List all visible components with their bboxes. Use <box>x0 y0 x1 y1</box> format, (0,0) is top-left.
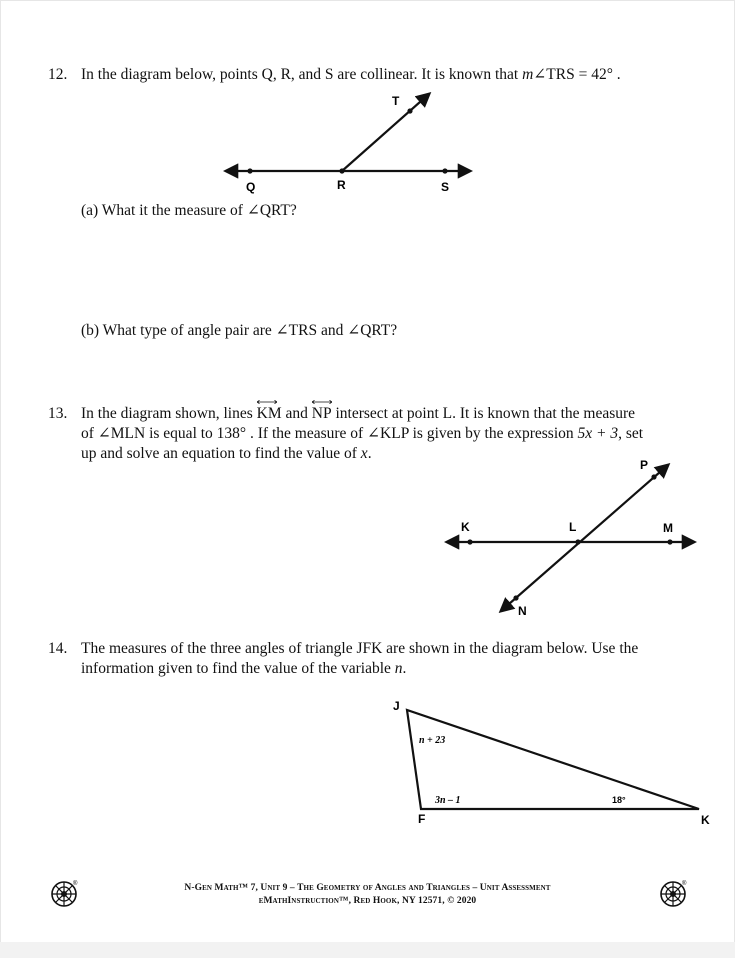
question-number: 13. <box>48 405 68 422</box>
page-footer <box>0 882 735 908</box>
stem-angle: ∠TRS = 42° <box>533 66 613 83</box>
point-t <box>407 108 412 113</box>
label-l: L <box>569 520 577 534</box>
footer-line-1: N-Gen Math™ 7, Unit 9 – The Geometry of Angles and Triangles – Unit Assessment <box>184 883 551 893</box>
overline-arrow-icon <box>312 400 332 404</box>
label-t: T <box>392 94 400 108</box>
stem-text: . <box>402 660 407 677</box>
line-np-drawn <box>501 465 668 611</box>
question-stem <box>81 65 708 85</box>
angle-k-value: 18° <box>612 795 626 805</box>
label-k: K <box>701 813 710 827</box>
question-stem <box>81 639 708 679</box>
q12-part-b: (b) What type of angle pair are ∠TRS and ∠QRT? <box>81 322 398 339</box>
footer-line-2: eMathInstruction™, Red Hook, NY 12571, © 2020 <box>258 896 477 906</box>
line-km: KM <box>257 404 282 424</box>
question-number: 12. <box>48 66 68 83</box>
label-p: P <box>640 458 649 472</box>
stem-end: . <box>612 66 621 83</box>
question-number: 14. <box>48 640 68 657</box>
label-r: R <box>337 178 346 192</box>
angle-j-expression: n + 23 <box>419 735 446 746</box>
q14-diagram <box>385 692 725 832</box>
stem-variable: n <box>394 660 403 677</box>
angle-f-expression: 3n – 1 <box>435 795 461 806</box>
stem-text: In the diagram below, points Q, R, and S are collinear. It is known that <box>81 66 523 83</box>
line-np: NP <box>312 404 332 424</box>
stem-text: In the diagram shown, lines <box>81 405 257 422</box>
label-f: F <box>418 812 426 826</box>
point-q <box>247 168 252 173</box>
stem-line-2 <box>81 424 708 444</box>
point-p <box>651 474 656 479</box>
stem-variable: x <box>360 445 368 462</box>
point-l <box>575 539 580 544</box>
point-k <box>467 539 472 544</box>
q12-diagram <box>220 85 480 200</box>
q13-diagram <box>440 455 710 620</box>
question-12 <box>48 65 708 85</box>
label-n: N <box>518 604 527 618</box>
overline-arrow-icon <box>257 400 277 404</box>
stem-line-1 <box>81 404 708 424</box>
stem-text: and <box>281 405 312 422</box>
stem-text: of ∠MLN is equal to 138° . If the measure of ∠KLP is given by the expression <box>81 425 578 442</box>
label-k: K <box>461 520 470 534</box>
registered-mark: ® <box>682 881 687 887</box>
page-bottom-edge <box>0 942 735 958</box>
point-s <box>442 168 447 173</box>
stem-text: information given to find the value of the variable <box>81 660 395 677</box>
label-j: J <box>393 699 400 713</box>
label-m: M <box>663 521 673 535</box>
stem-line-1: The measures of the three angles of triangle JFK are shown in the diagram below. Use the <box>81 640 639 657</box>
label-q: Q <box>246 180 256 194</box>
stem-expression: 5x + 3 <box>577 425 619 442</box>
point-m <box>667 539 672 544</box>
label-s: S <box>441 180 450 194</box>
ray-rt <box>342 94 429 171</box>
stem-text: intersect at point L. It is known that the measure <box>331 405 636 422</box>
stem-text: , set <box>618 425 644 442</box>
registered-mark: ® <box>73 881 78 887</box>
q12-part-a: (a) What it the measure of ∠QRT? <box>81 202 297 219</box>
stem-text: . <box>367 445 372 462</box>
point-n <box>513 595 518 600</box>
stem-measure-m: m <box>522 66 534 83</box>
stem-line-2 <box>81 659 708 679</box>
question-14 <box>48 639 708 679</box>
point-r <box>339 168 344 173</box>
stem-text: up and solve an equation to find the value of <box>81 445 361 462</box>
